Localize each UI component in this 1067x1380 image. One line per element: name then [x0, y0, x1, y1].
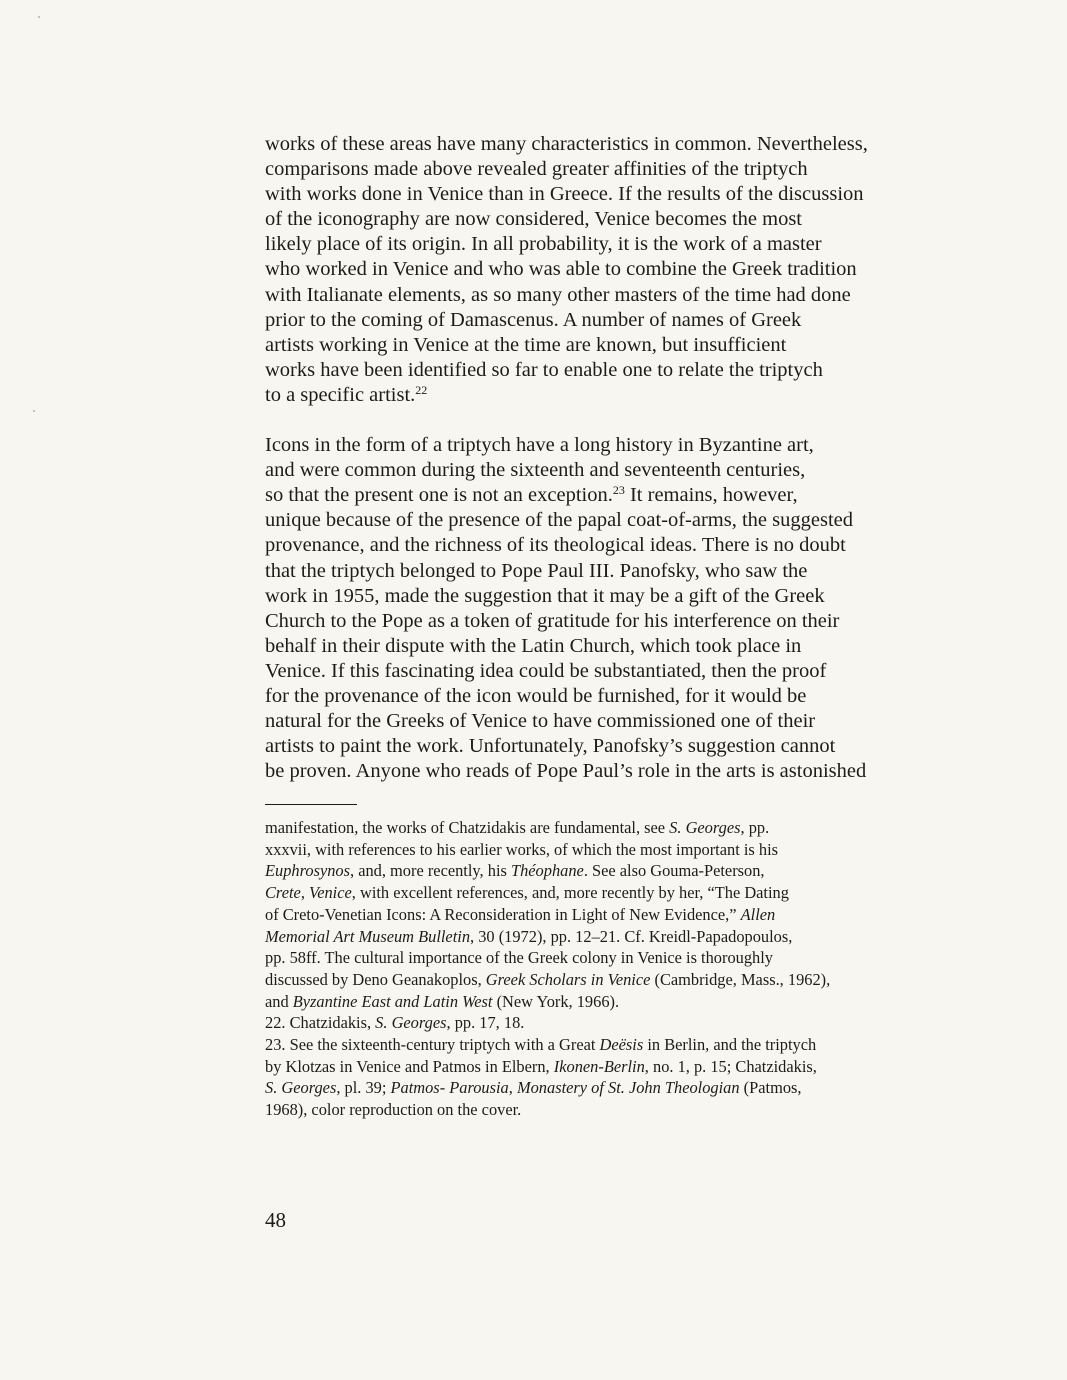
- text-line: of the iconography are now considered, Venice becomes the most: [265, 208, 803, 231]
- italic-title: S. Georges: [265, 1078, 337, 1098]
- text-fragment: (Patmos,: [739, 1078, 802, 1098]
- footnote-line: [265, 817, 955, 839]
- text-line: [265, 483, 955, 508]
- text-line: work in 1955, made the suggestion that it may be a gift of the Greek: [265, 584, 825, 607]
- italic-title: Monastery of St. John Theologian: [516, 1078, 740, 1098]
- text-fragment: , pp. 17, 18.: [446, 1013, 525, 1033]
- text-fragment: by Klotzas in Venice and Patmos in Elbern,: [265, 1056, 554, 1076]
- text-fragment: and: [265, 991, 293, 1011]
- footnote-line: [265, 1056, 955, 1078]
- text-fragment: It remains, however,: [624, 484, 798, 507]
- paragraph-gap: [265, 408, 955, 433]
- text-line: with Italianate elements, as so many other masters of the time had done: [265, 283, 851, 306]
- text-fragment: of Creto-Venetian Icons: A Reconsideration in Light of New Evidence,”: [265, 904, 741, 924]
- text-fragment: manifestation, the works of Chatzidakis are fundamental, see: [265, 818, 670, 837]
- footnote-separator: [265, 804, 357, 805]
- footnote-line: 1968), color reproduction on the cover.: [265, 1100, 522, 1120]
- text-fragment: . See also Gouma-Peterson,: [583, 861, 765, 881]
- text-line: artists working in Venice at the time are known, but insufficient: [265, 333, 787, 356]
- footnote-line: xxxvii, with references to his earlier works, of which the most important is his: [265, 839, 779, 859]
- italic-title: Euphrosynos: [265, 861, 350, 881]
- text-fragment: 22. Chatzidakis,: [265, 1013, 376, 1033]
- footnote-line: pp. 58ff. The cultural importance of the Greek colony in Venice is thoroughly: [265, 948, 773, 968]
- text-line: prior to the coming of Damascenus. A number of names of Greek: [265, 308, 802, 331]
- italic-title: S. Georges: [669, 818, 741, 837]
- italic-title: Memorial Art Museum Bulletin: [265, 926, 471, 946]
- text-fragment: in Berlin, and the triptych: [643, 1035, 817, 1055]
- italic-title: Venice: [309, 883, 352, 903]
- italic-title: Théophane: [510, 861, 584, 881]
- italic-title: S. Georges: [375, 1013, 447, 1033]
- text-line: and were common during the sixteenth and seventeenth centuries,: [265, 459, 806, 482]
- text-fragment: , and, more recently, his: [350, 861, 511, 881]
- text-fragment: , with excellent references, and, more recently by her, “The Dating: [351, 883, 789, 903]
- text-line: behalf in their dispute with the Latin Church, which took place in: [265, 634, 802, 657]
- text-line: be proven. Anyone who reads of Pope Paul’s role in the arts is astonished: [265, 760, 867, 783]
- text-fragment: 23. See the sixteenth-century triptych with a Great: [265, 1035, 600, 1055]
- text-fragment: ,: [300, 883, 310, 903]
- text-line: comparisons made above revealed greater affinities of the triptych: [265, 158, 808, 181]
- text-line: Icons in the form of a triptych have a long history in Byzantine art,: [265, 434, 814, 457]
- text-line: works have been identified so far to enable one to relate the triptych: [265, 358, 823, 381]
- text-line: who worked in Venice and who was able to combine the Greek tradition: [265, 258, 857, 281]
- text-fragment: so that the present one is not an exception.: [265, 484, 613, 507]
- footnote-22: [265, 1012, 955, 1034]
- paper-speck: [33, 410, 35, 412]
- text-fragment: (Cambridge, Mass., 1962),: [650, 969, 831, 989]
- text-line: Venice. If this fascinating idea could be substantiated, then the proof: [265, 659, 827, 682]
- text-line: [265, 383, 955, 408]
- italic-title: Patmos- Parousia: [390, 1078, 509, 1098]
- text-fragment: , 30 (1972), pp. 12–21. Cf. Kreidl-Papadopoulos,: [470, 926, 793, 946]
- italic-title: Byzantine East and Latin West: [292, 991, 493, 1011]
- footnote-line: [265, 882, 955, 904]
- footnote-line: [265, 1077, 955, 1099]
- text-fragment: ,: [508, 1078, 517, 1098]
- text-line: natural for the Greeks of Venice to have commissioned one of their: [265, 710, 816, 733]
- text-fragment: , pl. 39;: [336, 1078, 391, 1098]
- italic-title: Ikonen-Berlin: [553, 1056, 645, 1076]
- text-line: works of these areas have many characteristics in common. Nevertheless,: [265, 133, 868, 155]
- text-line: with works done in Venice than in Greece. If the results of the discussion: [265, 183, 864, 206]
- italic-title: Deësis: [599, 1035, 644, 1055]
- text-fragment: , pp.: [740, 818, 770, 837]
- page-number: 48: [265, 1208, 286, 1232]
- text-line: likely place of its origin. In all probability, it is the work of a master: [265, 233, 822, 256]
- footnote-line: [265, 904, 955, 926]
- text-fragment: , no. 1, p. 15; Chatzidakis,: [644, 1056, 817, 1076]
- text-line: artists to paint the work. Unfortunately, Panofsky’s suggestion cannot: [265, 735, 836, 758]
- footnote-23: [265, 1034, 955, 1056]
- footnotes: [265, 817, 955, 1121]
- text-line: provenance, and the richness of its theological ideas. There is no doubt: [265, 534, 846, 557]
- footnote-line: [265, 860, 955, 882]
- text-line: Church to the Pope as a token of gratitude for his interference on their: [265, 609, 840, 632]
- footnote-line: [265, 969, 955, 991]
- italic-title: Crete: [265, 883, 301, 903]
- text-line: that the triptych belonged to Pope Paul III. Panofsky, who saw the: [265, 559, 808, 582]
- italic-title: Allen: [740, 904, 776, 924]
- italic-title: Greek Scholars in Venice: [485, 969, 651, 989]
- text-fragment: to a specific artist.: [265, 383, 416, 406]
- footnote-line: [265, 926, 955, 948]
- text-line: for the provenance of the icon would be furnished, for it would be: [265, 684, 807, 707]
- text-line: unique because of the presence of the papal coat-of-arms, the suggested: [265, 509, 853, 532]
- footnote-ref-22: 22: [415, 382, 428, 397]
- paper-speck: [38, 16, 40, 18]
- footnote-ref-23: 23: [612, 483, 625, 498]
- text-fragment: discussed by Deno Geanakoplos,: [265, 969, 486, 989]
- text-fragment: (New York, 1966).: [492, 991, 620, 1011]
- footnote-line: [265, 991, 955, 1013]
- main-text: [265, 132, 955, 784]
